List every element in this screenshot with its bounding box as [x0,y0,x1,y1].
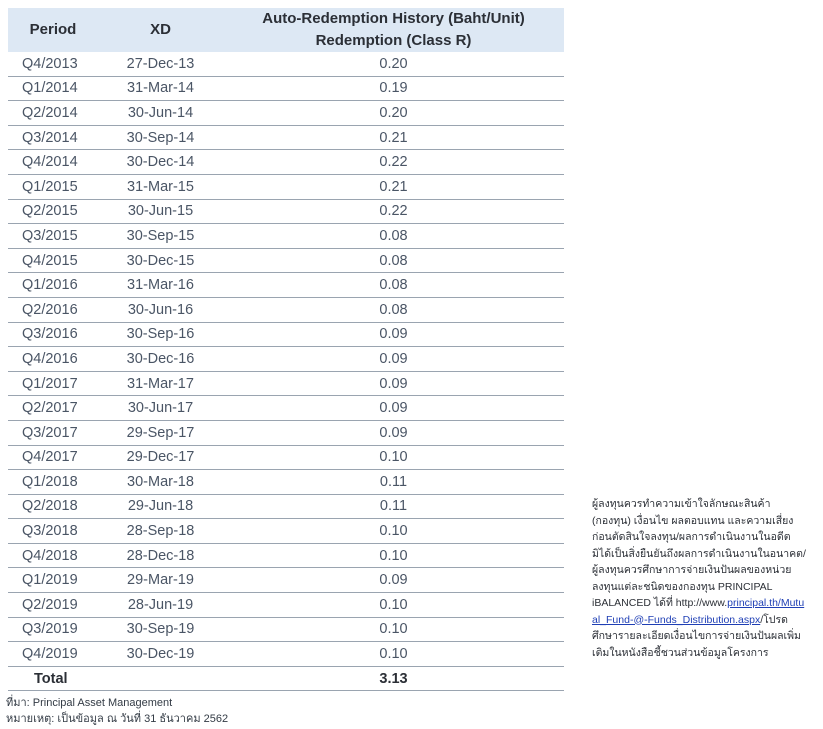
table-row [8,174,564,199]
table-row [8,519,564,544]
redemption-value-cell: 0.08 [223,248,564,273]
period-cell: Q2/2016 [8,297,98,322]
xd-date-cell: 30-Jun-14 [98,101,223,126]
disclaimer-text [592,496,810,661]
column-header-xd: XD [150,21,171,38]
xd-date-cell: 30-Sep-14 [98,125,223,150]
xd-date-cell: 31-Mar-16 [98,273,223,298]
column-header-redemption-line1: Auto-Redemption History (Baht/Unit) [262,10,525,27]
table-row [8,322,564,347]
remark-note: หมายเหตุ: เป็นข้อมูล ณ วันที่ 31 ธันวาคม 2562 [6,713,229,725]
redemption-value-cell: 0.08 [223,224,564,249]
redemption-value-cell: 0.10 [223,519,564,544]
xd-date-cell: 30-Dec-19 [98,642,223,667]
redemption-history-table-container [8,8,564,691]
xd-date-cell: 31-Mar-15 [98,174,223,199]
table-row [8,273,564,298]
table-row [8,248,564,273]
redemption-value-cell: 0.22 [223,199,564,224]
period-cell: Q2/2018 [8,494,98,519]
period-cell: Q1/2015 [8,174,98,199]
redemption-value-cell: 0.19 [223,76,564,101]
disclaimer-text-before-link: ผู้ลงทุนควรทำความเข้าใจลักษณะสินค้า (กองทุน) เงื่อนไข ผลตอบแทน และความเสี่ยงก่อนตัดสินใจลงทุน/ผลการดำเนินงานในอดีต มิได้เป็นสิ่งยืนยันถึงผลการดำเนินงานในอนาคต/ผู้ลงทุนควรศึกษาการจ่ายเงินปันผลของหน่วยลงทุนแต่ละชนิดของกองทุน PRINCIPAL iBALANCED ได้ที่ http://www. [592,498,806,609]
period-cell: Q4/2016 [8,347,98,372]
redemption-value-cell: 0.09 [223,568,564,593]
table-row [8,642,564,667]
period-cell: Q4/2019 [8,642,98,667]
xd-date-cell: 31-Mar-14 [98,76,223,101]
period-cell: Q3/2015 [8,224,98,249]
period-cell: Q3/2018 [8,519,98,544]
period-cell: Q2/2014 [8,101,98,126]
table-total-row [8,666,564,691]
table-row [8,593,564,618]
table-header-row [8,8,564,52]
xd-date-cell: 28-Sep-18 [98,519,223,544]
distribution-link[interactable]: principal.th/Mutual_Fund-@-Funds_Distribution.aspx [592,597,805,626]
xd-date-cell: 30-Mar-18 [98,470,223,495]
source-note: ที่มา: Principal Asset Management [6,697,173,709]
period-cell: Q3/2016 [8,322,98,347]
table-row [8,617,564,642]
table-row [8,396,564,421]
period-cell: Q2/2017 [8,396,98,421]
total-xd-empty-cell [98,666,223,691]
table-row [8,297,564,322]
column-header-period: Period [29,21,77,38]
redemption-value-cell: 0.08 [223,297,564,322]
table-row [8,224,564,249]
xd-date-cell: 30-Sep-16 [98,322,223,347]
redemption-value-cell: 0.09 [223,322,564,347]
redemption-value-cell: 0.10 [223,593,564,618]
total-label: Total [8,666,98,691]
period-cell: Q1/2017 [8,371,98,396]
redemption-value-cell: 0.10 [223,642,564,667]
xd-date-cell: 30-Dec-15 [98,248,223,273]
period-cell: Q2/2019 [8,593,98,618]
table-row [8,568,564,593]
xd-date-cell: 29-Dec-17 [98,445,223,470]
xd-date-cell: 30-Dec-14 [98,150,223,175]
table-row [8,52,564,76]
redemption-value-cell: 0.11 [223,470,564,495]
table-row [8,199,564,224]
period-cell: Q3/2017 [8,420,98,445]
period-cell: Q4/2013 [8,52,98,76]
table-row [8,347,564,372]
period-cell: Q1/2014 [8,76,98,101]
period-cell: Q4/2015 [8,248,98,273]
xd-date-cell: 28-Dec-18 [98,543,223,568]
redemption-value-cell: 0.09 [223,347,564,372]
table-row [8,543,564,568]
period-cell: Q4/2014 [8,150,98,175]
column-header-redemption-line2: Redemption (Class R) [315,32,472,49]
redemption-value-cell: 0.10 [223,543,564,568]
period-cell: Q3/2019 [8,617,98,642]
footnotes [6,695,228,727]
redemption-value-cell: 0.11 [223,494,564,519]
redemption-value-cell: 0.09 [223,396,564,421]
xd-date-cell: 31-Mar-17 [98,371,223,396]
table-row [8,150,564,175]
redemption-history-table [8,8,564,691]
redemption-value-cell: 0.22 [223,150,564,175]
period-cell: Q4/2018 [8,543,98,568]
table-row [8,445,564,470]
redemption-value-cell: 0.08 [223,273,564,298]
xd-date-cell: 30-Jun-17 [98,396,223,421]
column-header-redemption [223,8,564,52]
period-cell: Q4/2017 [8,445,98,470]
period-cell: Q3/2014 [8,125,98,150]
xd-date-cell: 30-Dec-16 [98,347,223,372]
period-cell: Q1/2018 [8,470,98,495]
xd-date-cell: 29-Mar-19 [98,568,223,593]
redemption-value-cell: 0.20 [223,101,564,126]
xd-date-cell: 30-Jun-15 [98,199,223,224]
table-row [8,125,564,150]
redemption-value-cell: 0.10 [223,445,564,470]
redemption-value-cell: 0.20 [223,52,564,76]
redemption-value-cell: 0.21 [223,174,564,199]
table-row [8,494,564,519]
table-row [8,420,564,445]
period-cell: Q1/2019 [8,568,98,593]
total-value: 3.13 [223,666,564,691]
xd-date-cell: 27-Dec-13 [98,52,223,76]
redemption-value-cell: 0.09 [223,420,564,445]
table-row [8,76,564,101]
table-row [8,101,564,126]
redemption-value-cell: 0.09 [223,371,564,396]
table-row [8,470,564,495]
xd-date-cell: 30-Sep-19 [98,617,223,642]
disclaimer-text-after-link: /โปรดศึกษารายละเอียดเงื่อนไขการจ่ายเงินปันผลเพิ่มเติมในหนังสือชี้ชวนส่วนข้อมูลโครงการ [592,613,801,659]
table-row [8,371,564,396]
period-cell: Q1/2016 [8,273,98,298]
xd-date-cell: 28-Jun-19 [98,593,223,618]
period-cell: Q2/2015 [8,199,98,224]
table-body [8,52,564,691]
redemption-value-cell: 0.21 [223,125,564,150]
xd-date-cell: 30-Jun-16 [98,297,223,322]
redemption-value-cell: 0.10 [223,617,564,642]
xd-date-cell: 30-Sep-15 [98,224,223,249]
xd-date-cell: 29-Jun-18 [98,494,223,519]
xd-date-cell: 29-Sep-17 [98,420,223,445]
